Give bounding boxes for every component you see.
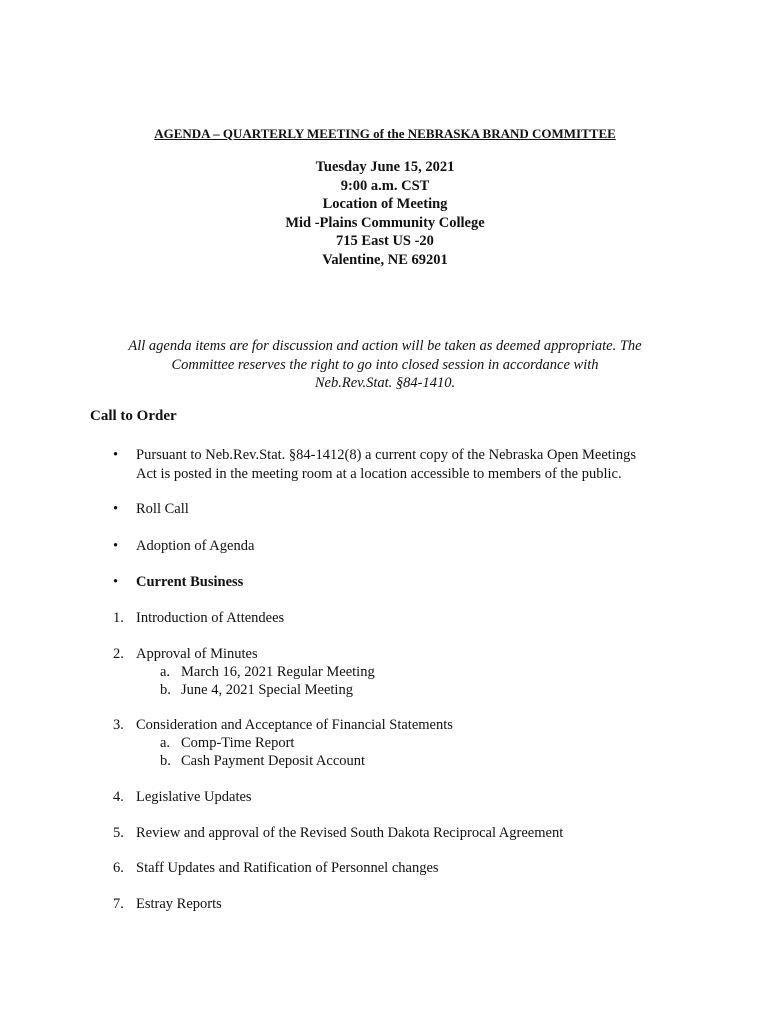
- subitem-letter: a.: [160, 735, 171, 751]
- subitem-text: June 4, 2021 Special Meeting: [181, 682, 353, 698]
- agenda-title: AGENDA – QUARTERLY MEETING of the NEBRASKA BRAND COMMITTEE: [154, 126, 616, 141]
- bullet-text: Current Business: [136, 574, 244, 590]
- subitem-letter: b.: [160, 753, 171, 769]
- meeting-date: Tuesday June 15, 2021: [315, 159, 455, 175]
- meeting-address: 715 East US -20: [336, 233, 434, 249]
- subitem-letter: a.: [160, 664, 171, 680]
- meeting-venue: Mid -Plains Community College: [285, 214, 485, 231]
- bullet-icon: •: [113, 538, 119, 554]
- item-number: 4.: [113, 789, 124, 805]
- item-text: Legislative Updates: [136, 789, 252, 805]
- subitem-text: March 16, 2021 Regular Meeting: [181, 664, 375, 680]
- notice-line: Committee reserves the right to go into closed session in accordance with: [171, 356, 599, 373]
- bullet-text: Roll Call: [136, 501, 189, 517]
- bullet-icon: •: [113, 447, 119, 463]
- item-text: Consideration and Acceptance of Financial Statements: [136, 717, 453, 733]
- item-number: 2.: [113, 646, 124, 662]
- item-text: Review and approval of the Revised South Dakota Reciprocal Agreement: [136, 825, 564, 841]
- meeting-header: [0, 158, 770, 269]
- item-text: Estray Reports: [136, 896, 222, 912]
- item-text: Staff Updates and Ratification of Personnel changes: [136, 860, 439, 876]
- item-number: 5.: [113, 825, 124, 841]
- call-to-order-heading: Call to Order: [90, 408, 177, 424]
- notice-line: All agenda items are for discussion and action will be taken as deemed appropriate. The: [128, 338, 642, 354]
- bullet-text: Adoption of Agenda: [136, 538, 255, 554]
- bullet-text: Pursuant to Neb.Rev.Stat. §84-1412(8) a current copy of the Nebraska Open Meetings: [136, 447, 636, 463]
- subitem-text: Cash Payment Deposit Account: [181, 753, 366, 769]
- closed-session-notice: [95, 337, 675, 393]
- subitem-letter: b.: [160, 682, 171, 698]
- subitem-text: Comp-Time Report: [181, 735, 295, 751]
- location-label: Location of Meeting: [322, 196, 448, 212]
- bullet-icon: •: [113, 501, 119, 517]
- item-text: Introduction of Attendees: [136, 610, 285, 626]
- item-number: 6.: [113, 860, 124, 876]
- meeting-time: 9:00 a.m. CST: [340, 177, 430, 194]
- item-number: 1.: [113, 610, 124, 626]
- item-number: 7.: [113, 896, 124, 912]
- bullet-text: Act is posted in the meeting room at a location accessible to members of the public.: [136, 465, 622, 482]
- item-text: Approval of Minutes: [136, 646, 258, 662]
- bullet-icon: •: [113, 574, 119, 590]
- item-number: 3.: [113, 717, 124, 733]
- meeting-city: Valentine, NE 69201: [322, 251, 448, 268]
- notice-line: Neb.Rev.Stat. §84-1410.: [314, 375, 456, 391]
